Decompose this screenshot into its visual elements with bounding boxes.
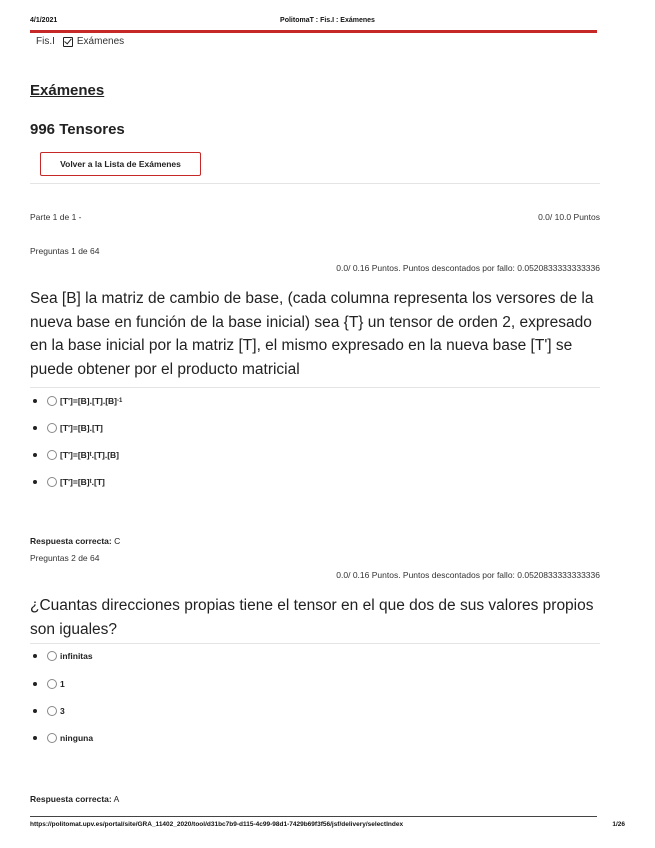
correct-answer-value: A: [111, 794, 120, 804]
question-points: 0.0/ 0.16 Puntos. Puntos descontados por fallo: 0.0520833333333336: [336, 570, 600, 580]
option-superscript: t: [89, 479, 92, 485]
option-text: ninguna: [60, 733, 94, 743]
correct-answer: [30, 794, 119, 804]
answer-option[interactable]: [33, 733, 93, 743]
answer-option[interactable]: [33, 651, 93, 661]
correct-answer-label: Respuesta correcta:: [30, 794, 112, 804]
radio-button[interactable]: [47, 396, 57, 406]
option-superscript: -1: [117, 398, 123, 404]
print-date: 4/1/2021: [30, 17, 58, 24]
question-counter: Preguntas 1 de 64: [30, 246, 100, 256]
portal-accent-bar: [30, 30, 597, 33]
correct-answer-value: C: [111, 536, 121, 546]
option-text: [T']=[B].[T].[B]: [60, 396, 118, 406]
option-text-tail: .[T].[B]: [91, 450, 120, 460]
radio-button[interactable]: [47, 679, 57, 689]
radio-button[interactable]: [47, 477, 57, 487]
question-points: 0.0/ 0.16 Puntos. Puntos descontados por fallo: 0.0520833333333336: [336, 263, 600, 273]
bullet-icon: [33, 709, 37, 713]
option-text: infinitas: [60, 651, 93, 661]
part-label: Parte 1 de 1 -: [30, 212, 82, 222]
option-text: 1: [60, 679, 65, 689]
bullet-icon: [33, 480, 37, 484]
correct-answer: [30, 536, 120, 546]
bullet-icon: [33, 736, 37, 740]
option-text-tail: .[T]: [91, 477, 105, 487]
breadcrumb-site-link[interactable]: Fis.I: [36, 36, 55, 47]
divider: [30, 183, 600, 184]
radio-button[interactable]: [47, 733, 57, 743]
back-to-exams-button[interactable]: Volver a la Lista de Exámenes: [40, 152, 201, 176]
option-text: [T']=[B]: [60, 450, 90, 460]
part-points: 0.0/ 10.0 Puntos: [538, 212, 600, 222]
test-title: 996 Tensores: [30, 121, 125, 138]
correct-answer-label: Respuesta correcta:: [30, 536, 112, 546]
bullet-icon: [33, 399, 37, 403]
question-text: ¿Cuantas direcciones propias tiene el tensor en el que dos de sus valores propios son iguales?: [30, 597, 594, 638]
option-text: 3: [60, 706, 65, 716]
question-counter: Preguntas 2 de 64: [30, 553, 100, 563]
breadcrumb-tool-link[interactable]: Exámenes: [76, 36, 125, 47]
answer-option[interactable]: [33, 423, 103, 433]
bullet-icon: [33, 654, 37, 658]
checkbox-check-icon: [63, 37, 73, 47]
answer-option[interactable]: [33, 706, 65, 716]
answer-option[interactable]: [33, 450, 119, 460]
bullet-icon: [33, 426, 37, 430]
question-text: Sea [B] la matriz de cambio de base, (cada columna representa los versores de la nueva base en función de la base inicial) sea {T} un tensor de orden 2, expresado en la base inicial por la matriz [T], el mismo expresado en la nueva base [T'] se puede obtener por el producto matricial: [30, 290, 594, 378]
answer-option[interactable]: [33, 477, 105, 487]
option-text: [T']=[B].[T]: [60, 423, 103, 433]
print-page-number: 1/26: [612, 821, 625, 828]
divider: [30, 643, 600, 644]
option-superscript: t: [89, 452, 92, 458]
radio-button[interactable]: [47, 450, 57, 460]
bullet-icon: [33, 453, 37, 457]
breadcrumb: [36, 36, 124, 47]
print-url: https://politomat.upv.es/portal/site/GRA_11402_2020/tool/d31bc7b9-d115-4c99-98d1-7429b69f3f56/jsf/delivery/selectIndex: [30, 821, 404, 828]
page-heading: Exámenes: [30, 82, 105, 99]
footer-divider: [30, 816, 597, 817]
print-title: PolitomaT : Fis.I : Exámenes: [280, 17, 375, 24]
answer-option[interactable]: [33, 396, 122, 406]
divider: [30, 387, 600, 388]
answer-option[interactable]: [33, 679, 65, 689]
radio-button[interactable]: [47, 423, 57, 433]
radio-button[interactable]: [47, 706, 57, 716]
bullet-icon: [33, 682, 37, 686]
option-text: [T']=[B]: [60, 477, 90, 487]
radio-button[interactable]: [47, 651, 57, 661]
